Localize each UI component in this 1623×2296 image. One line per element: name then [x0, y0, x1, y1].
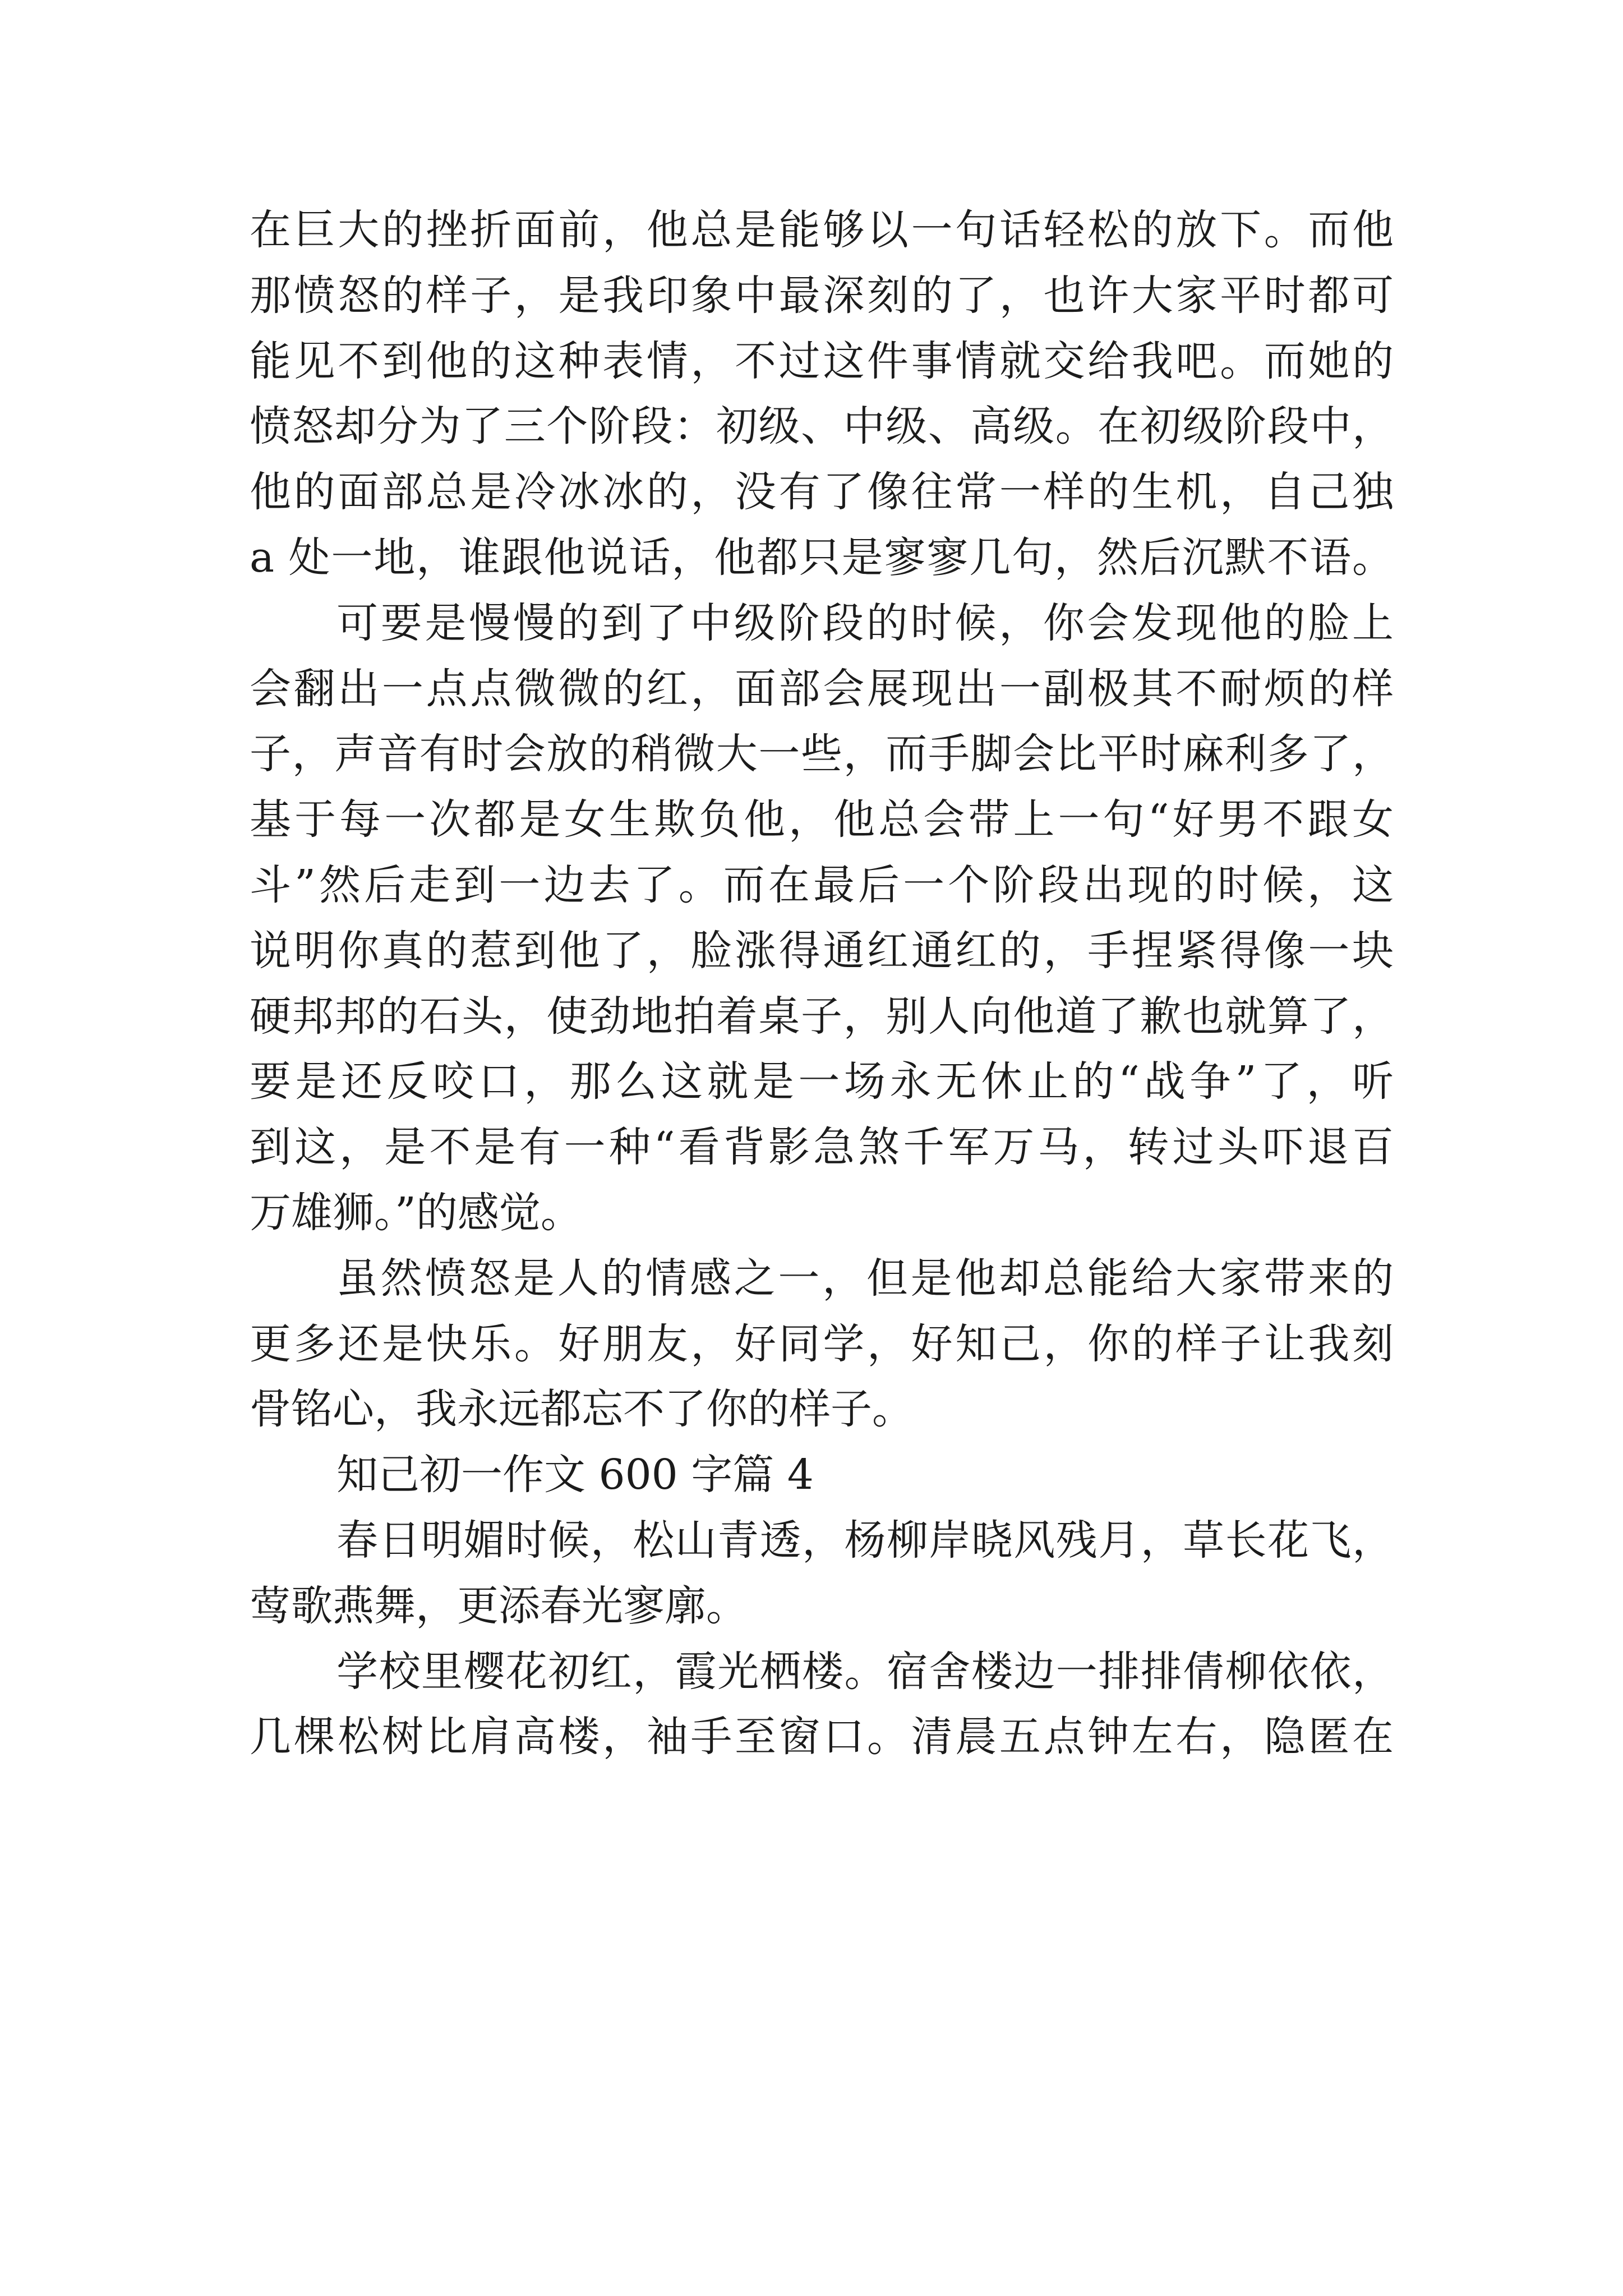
text-line: 到这，是不是有一种“看背影急煞千军万马，转过头吓退百	[250, 1123, 1394, 1172]
text-line: 莺歌燕舞，更添春光寥廓。	[250, 1581, 748, 1630]
text-line: 说明你真的惹到他了，脸涨得通红通红的，手捏紧得像一块	[250, 926, 1394, 975]
text-line: 几棵松树比肩高楼，袖手至窗口。清晨五点钟左右，隐匿在	[250, 1713, 1394, 1761]
paragraph-start-line: 春日明媚时候，松山青透，杨柳岸晓风残月，草长花飞，	[336, 1516, 1394, 1565]
text-line: 骨铭心，我永远都忘不了你的样子。	[250, 1385, 914, 1434]
text-line: 基于每一次都是女生欺负他，他总会带上一句“好男不跟女	[250, 795, 1394, 844]
text-line: 他的面部总是冷冰冰的，没有了像往常一样的生机，自己独	[250, 468, 1394, 517]
text-line: 更多还是快乐。好朋友，好同学，好知己，你的样子让我刻	[250, 1319, 1394, 1368]
text-line: a 处一地，谁跟他说话，他都只是寥寥几句，然后沉默不语。	[250, 533, 1394, 582]
text-line: 万雄狮。”的感觉。	[250, 1188, 582, 1237]
text-line: 会翻出一点点微微的红，面部会展现出一副极其不耐烦的样	[250, 664, 1394, 713]
text-line: 要是还反咬口，那么这就是一场永无休止的“战争”了，听	[250, 1057, 1394, 1106]
text-line: 能见不到他的这种表情，不过这件事情就交给我吧。而她的	[250, 337, 1394, 385]
section-heading: 知己初一作文 600 字篇 4	[336, 1451, 814, 1499]
text-line: 硬邦邦的石头，使劲地拍着桌子，别人向他道了歉也就算了，	[250, 992, 1394, 1041]
text-line: 愤怒却分为了三个阶段：初级、中级、高级。在初级阶段中，	[250, 402, 1394, 451]
text-line: 子，声音有时会放的稍微大一些，而手脚会比平时麻利多了，	[250, 730, 1394, 779]
text-line: 在巨大的挫折面前，他总是能够以一句话轻松的放下。而他	[250, 206, 1394, 254]
paragraph-start-line: 学校里樱花初红，霞光栖楼。宿舍楼边一排排倩柳依依，	[336, 1647, 1394, 1696]
document-body	[250, 197, 1394, 1770]
text-line: 那愤怒的样子，是我印象中最深刻的了，也许大家平时都可	[250, 271, 1394, 320]
paragraph-start-line: 虽然愤怒是人的情感之一，但是他却总能给大家带来的	[336, 1254, 1394, 1303]
text-line: 斗”然后走到一边去了。而在最后一个阶段出现的时候，这	[250, 861, 1394, 909]
paragraph-start-line: 可要是慢慢的到了中级阶段的时候，你会发现他的脸上	[336, 599, 1394, 647]
